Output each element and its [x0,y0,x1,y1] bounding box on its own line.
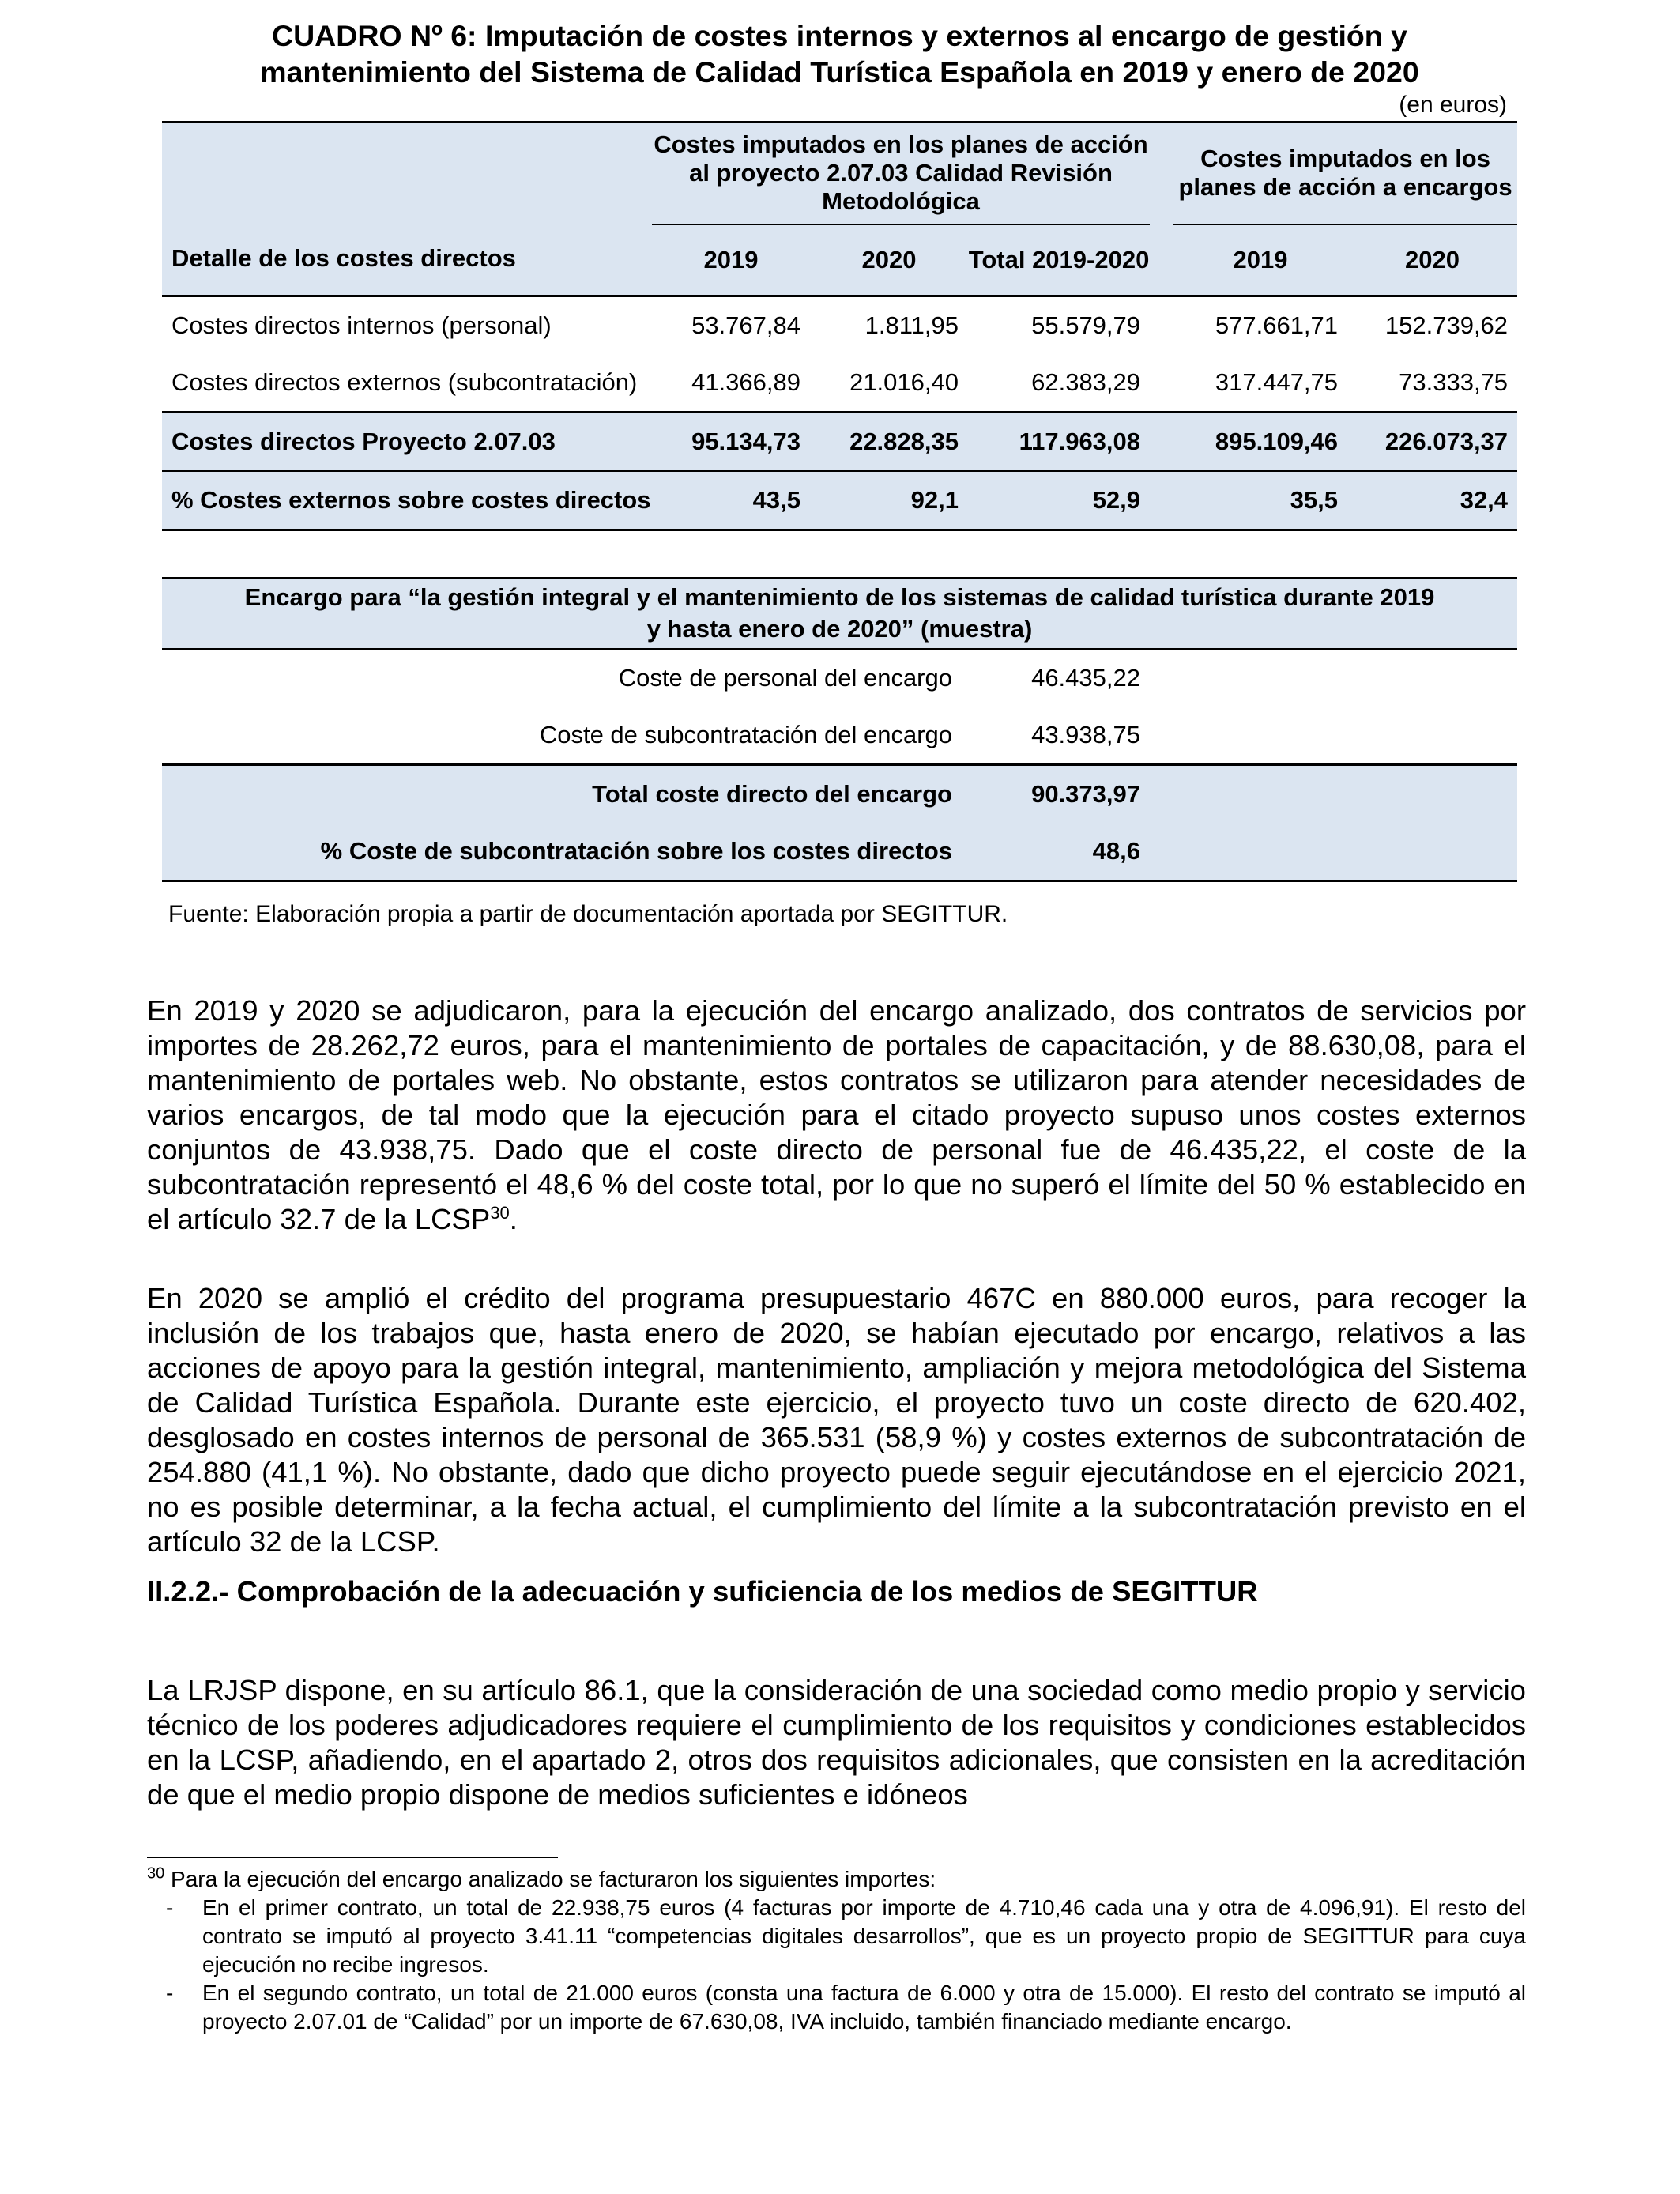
subheader-2019: 2019 [652,224,810,296]
source-note: Fuente: Elaboración propia a partir de documentación aportada por SEGITTUR. [168,901,1008,927]
cell: 895.109,46 [1173,413,1347,472]
cell: 117.963,08 [968,413,1150,472]
cell: 152.739,62 [1347,296,1517,355]
unit-note: (en euros) [1399,92,1507,118]
group2-header: Costes imputados en los planes de acción a encargos [1173,122,1517,224]
cell: 48,6 [968,823,1150,881]
cell: 90.373,97 [968,765,1150,824]
footnote [147,1865,1526,2036]
paragraph-1: En 2019 y 2020 se adjudicaron, para la ejecución del encargo analizado, dos contratos de servicios por importes de 28.262,72 euros, para el mantenimiento de portales de capacitación, y de 88.630,08, para el mantenimiento de portales web. No obstante, estos contratos se utilizaron para atender necesidades de varios encargos, de tal modo que la ejecución para el citado proyecto supuso unos costes externos conjuntos de 43.938,75. Dado que el coste directo de personal fue de 46.435,22, el coste de la subcontratación representó el 48,6 % del coste total, por lo que no superó el límite del 50 % establecido en el artículo 32.7 de la LCSP$^{30}$. [147,993,1526,1235]
bullet-dash: - [166,1895,174,1920]
row-label: Costes directos internos (personal) [162,296,652,355]
sample-encargo-table [162,577,1517,882]
footnote-item: - En el segundo contrato, un total de 21.000 euros (consta una factura de 6.000 y otra de 15.000). El resto del contrato se imputó al proyecto 2.07.01 de “Calidad” por un importe de 67.630,08, IVA incluido, también financiado mediante encargo. [166,1981,1526,2034]
cell: 53.767,84 [652,296,810,355]
subheader-total: Total 2019-2020 [968,224,1150,296]
row-label: Coste de personal del encargo [618,664,952,692]
cell: 46.435,22 [1031,664,1140,692]
table-title-line2: mantenimiento del Sistema de Calidad Turística Española en 2019 y enero de 2020 [260,55,1419,89]
cell: 317.447,75 [1215,368,1339,396]
cell: 95.134,73 [652,413,810,472]
cell: 41.366,89 [691,368,800,396]
total-row [162,413,1517,472]
table-row [162,296,1517,355]
label-column-header: Detalle de los costes directos [162,122,652,296]
table-title [162,17,1517,90]
row-label: % Costes externos sobre costes directos [162,471,652,530]
paragraph-2: En 2020 se amplió el crédito del programa presupuestario 467C en 880.000 euros, para recoger la inclusión de los trabajos que, hasta enero de 2020, se habían ejecutado por encargo, relativos a las acciones de apoyo para la gestión integral, mantenimiento, ampliación y mejora metodológica del Sistema de Calidad Turística Española. Durante este ejercicio, el proyecto tuvo un coste directo de 620.402, desglosado en costes internos de personal de 365.531 (58,9 %) y costes externos de subcontratación de 254.880 (41,1 %). No obstante, dado que dicho proyecto puede seguir ejecutándose en el ejercicio 2021, no es posible determinar, a la fecha actual, el cumplimiento del límite a la subcontratación previsto en el artículo 32 de la LCSP. [147,1281,1526,1558]
costs-table [162,121,1517,531]
footnote-ref[interactable]: 30 [490,1202,510,1223]
section-heading: II.2.2.- Comprobación de la adecuación y suficiencia de los medios de SEGITTUR [147,1575,1258,1608]
table-title-line1: CUADRO Nº 6: Imputación de costes internos y externos al encargo de gestión y [272,19,1407,52]
cell: 92,1 [810,471,968,530]
row-label: Coste de subcontratación del encargo [539,721,952,748]
table-row [162,354,1517,413]
row-label: Costes directos externos (subcontratación) [171,368,638,396]
group1-header: Costes imputados en los planes de acción al proyecto 2.07.03 Calidad Revisión Metodológica [652,122,1150,224]
cell: 35,5 [1173,471,1347,530]
percentage-row [162,471,1517,530]
cell: 52,9 [968,471,1150,530]
cell: 21.016,40 [849,368,959,396]
subheader-2019-encargos: 2019 [1173,224,1347,296]
sample-table-header [162,578,1517,649]
footnote-intro: $^{30}$ Para la ejecución del encargo analizado se facturaron los siguientes importes: [147,1864,936,1891]
cell: 55.579,79 [968,296,1150,355]
cell: 226.073,37 [1347,413,1517,472]
percentage-row [162,823,1517,881]
cell: 43.938,75 [1031,721,1140,748]
sample-table-header-line2: y hasta enero de 2020” (muestra) [646,615,1033,643]
cell: 577.661,71 [1173,296,1347,355]
subheader-2020-encargos: 2020 [1347,224,1517,296]
row-label: Total coste directo del encargo [162,765,968,824]
subheader-2020: 2020 [810,224,968,296]
table-row [162,707,1517,765]
cell: 62.383,29 [1031,368,1141,396]
row-label: % Coste de subcontratación sobre los costes directos [162,823,968,881]
footnote-divider [147,1857,558,1858]
cell: 1.811,95 [810,296,968,355]
cell: 43,5 [652,471,810,530]
cell: 22.828,35 [810,413,968,472]
bullet-dash: - [166,1981,174,2005]
footnote-item: - En el primer contrato, un total de 22.938,75 euros (4 facturas por importe de 4.710,46 cada una y otra de 4.096,91). El resto del contrato se imputó al proyecto 3.41.11 “competencias digitales desarrollos”, que es un proyecto propio de SEGITTUR para cuya ejecución no recibe ingresos. [166,1895,1526,1977]
paragraph-3: La LRJSP dispone, en su artículo 86.1, que la consideración de una sociedad como medio propio y servicio técnico de los poderes adjudicadores requiere el cumplimiento de los requisitos y condiciones establecidos en la LCSP, añadiendo, en el apartado 2, otros dos requisitos adicionales, que consisten en la acreditación de que el medio propio dispone de medios suficientes e idóneos [147,1673,1526,1811]
row-label: Costes directos Proyecto 2.07.03 [162,413,652,472]
paragraph-1-text: En 2019 y 2020 se adjudicaron, para la ejecución del encargo analizado, dos contratos de servicios por importes de 28.262,72 euros, para el mantenimiento de portales de capacitación, y de 88.630,08, para el mantenimiento de portales web. No obstante, estos contratos se utilizaron para atender necesidades de varios encargos, de tal modo que la ejecución para el citado proyecto supuso unos costes externos conjuntos de 43.938,75. Dado que el coste directo de personal fue de 46.435,22, el coste de la subcontratación representó el 48,6 % del coste total, por lo que no superó el límite del 50 % establecido en el artículo 32.7 de la LCSP [147,993,1526,1235]
table-row [162,649,1517,707]
total-row [162,765,1517,824]
cell: 73.333,75 [1399,368,1509,396]
footnote-list [147,1894,1526,2036]
cell: 32,4 [1347,471,1517,530]
sample-table-header-line1: Encargo para “la gestión integral y el mantenimiento de los sistemas de calidad turística durante 2019 [244,583,1435,611]
footnote-number: 30 [147,1864,165,1883]
